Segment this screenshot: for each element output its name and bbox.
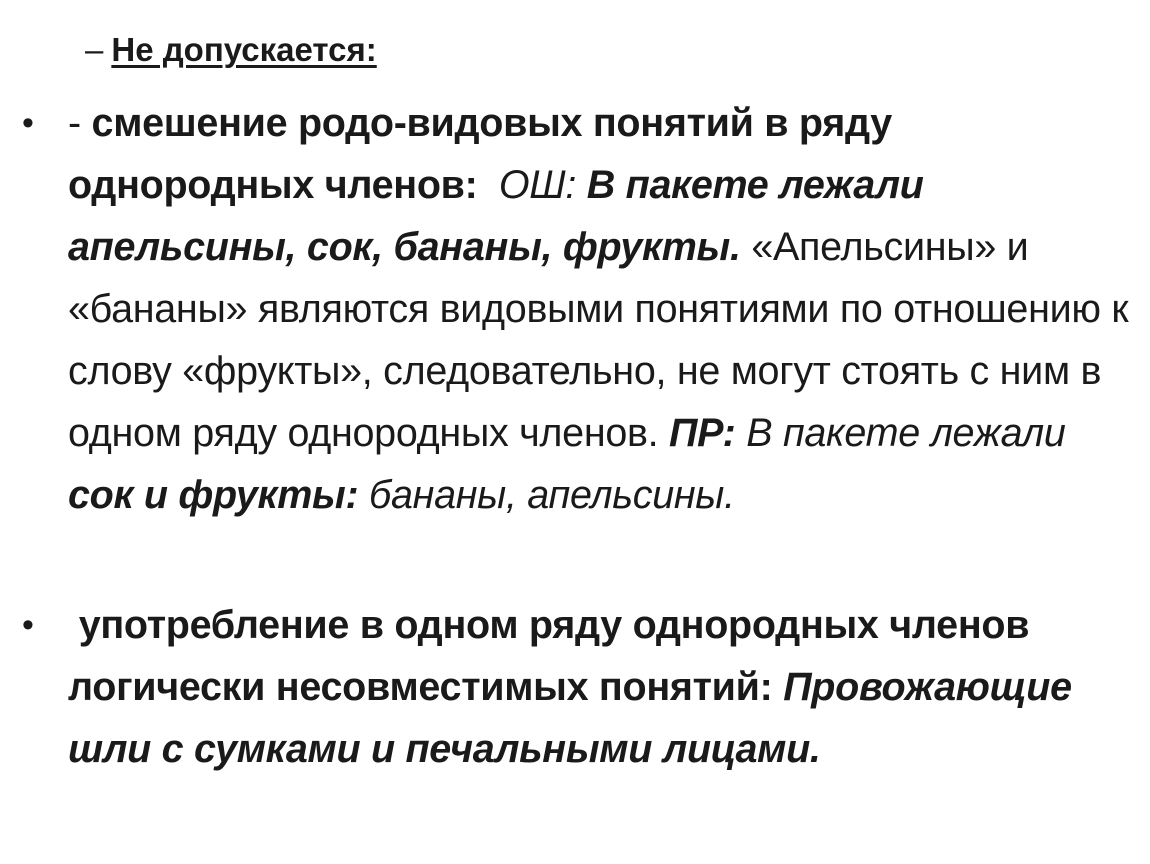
fix-example-bold: сок и фрукты: [68,473,359,517]
fix-example-part-2: бананы, апельсины. [369,473,735,517]
rule-statement: употребление в одном ряду однородных членов логически несовместимых понятий: [68,603,1030,709]
subheading-dash: – [85,31,104,68]
bullet-marker: • [22,104,34,142]
bullet-item-2 [0,594,1150,844]
subheading-title: Не допускается: [111,31,377,68]
bullet-text-2 [68,594,1133,780]
bullet-item-1 [0,92,1150,592]
subheading [85,28,377,72]
lead-prefix: - [68,101,92,145]
bullet-text-1 [68,92,1133,526]
error-example: Провожающие шли с сумками и печальными лицами. [68,665,1072,771]
explanation-text: «Апельсины» и «бананы» являются видовыми понятиями по отношению к слову «фрукты», следовательно, не могут стоять с ним в одном ряду однородных членов. [68,225,1129,455]
fix-label: ПР: [669,411,736,455]
error-example: В пакете лежали апельсины, сок, бананы, фрукты. [68,163,924,269]
rule-statement: смешение родо-видовых понятий в ряду однородных членов: [68,101,892,207]
fix-example-part-1: В пакете лежали [746,411,1066,455]
bullet-marker: • [22,606,34,644]
error-label: ОШ: [498,163,577,207]
